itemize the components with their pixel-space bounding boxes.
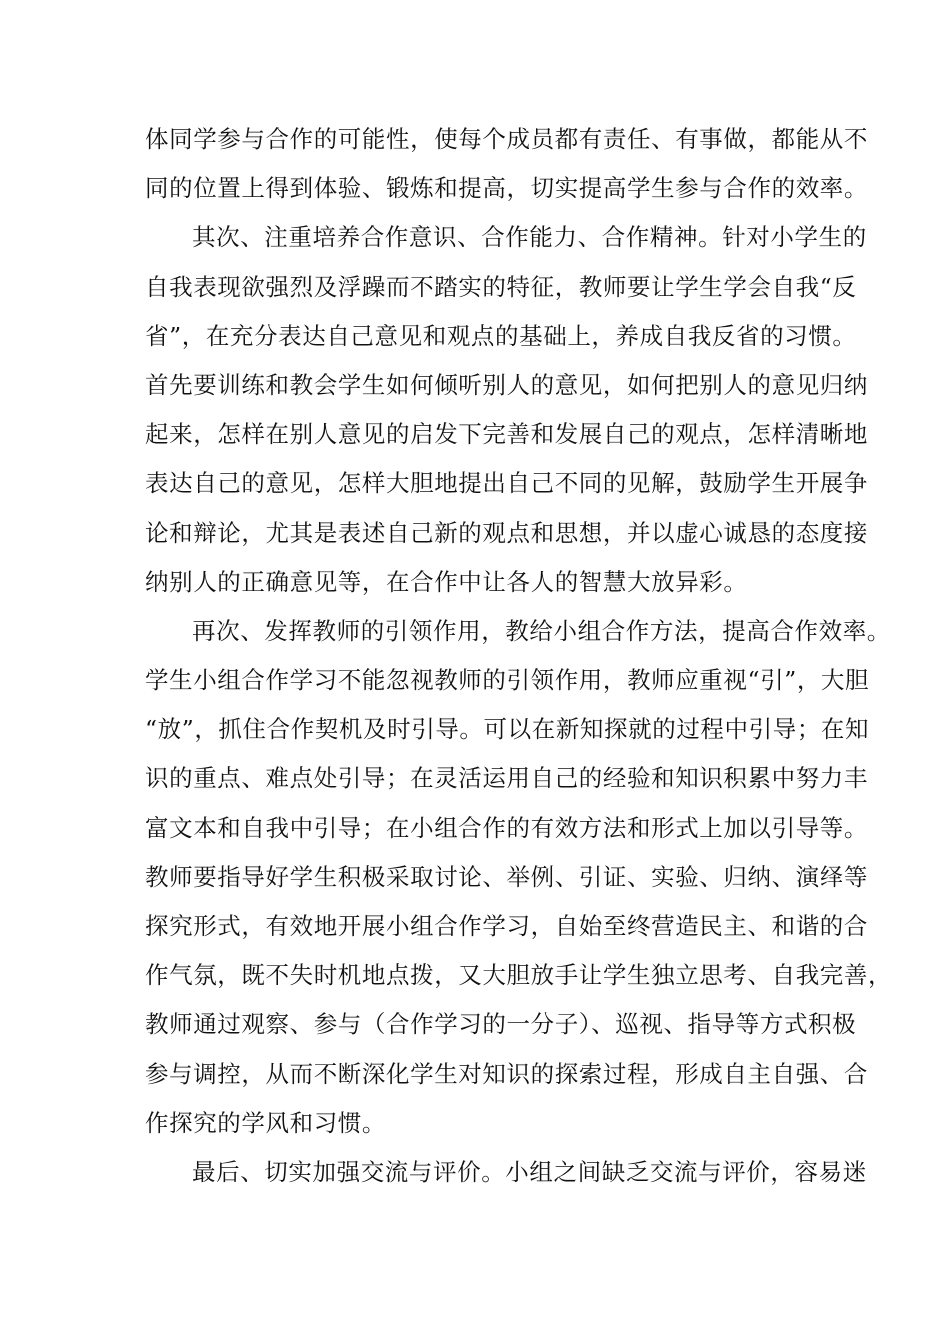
- body-text: [145, 115, 893, 1197]
- text-line: 教师通过观察、参与（合作学习的一分子）、巡视、指导等方式积极: [145, 1010, 857, 1039]
- text-line: 参与调控，从而不断深化学生对知识的探索过程，形成自主自强、合: [145, 1059, 868, 1088]
- text-line: 起来，怎样在别人意见的启发下完善和发展自己的观点，怎样清晰地: [145, 420, 868, 449]
- text-line: 表达自己的意见，怎样大胆地提出自己不同的见解，鼓励学生开展争: [145, 469, 868, 498]
- text-line: 体同学参与合作的可能性，使每个成员都有责任、有事做，都能从不: [145, 125, 868, 153]
- text-line: 纳别人的正确意见等，在合作中让各人的智慧大放异彩。: [145, 567, 748, 596]
- text-line: 识的重点、难点处引导；在灵活运用自己的经验和知识积累中努力丰: [145, 764, 868, 793]
- text-line: 作探究的学风和习惯。: [145, 1108, 386, 1137]
- text-line: 作气氛，既不失时机地点拨，又大胆放手让学生独立思考、自我完善，: [145, 961, 893, 990]
- text-line: 同的位置上得到体验、锻炼和提高，切实提高学生参与合作的效率。: [145, 174, 868, 203]
- text-line: 探究形式，有效地开展小组合作学习，自始至终营造民主、和谐的合: [145, 912, 868, 940]
- text-line: 首先要训练和教会学生如何倾听别人的意见，如何把别人的意见归纳: [145, 370, 868, 399]
- text-line: 富文本和自我中引导；在小组合作的有效方法和形式上加以引导等。: [145, 813, 868, 842]
- text-line: 省”，在充分表达自己意见和观点的基础上，养成自我反省的习惯。: [145, 321, 857, 350]
- text-line: 其次、注重培养合作意识、合作能力、合作精神。针对小学生的: [192, 223, 867, 252]
- text-line: 最后、切实加强交流与评价。小组之间缺乏交流与评价，容易迷: [192, 1157, 867, 1186]
- text-line: 教师要指导好学生积极采取讨论、举例、引证、实验、归纳、演绎等: [145, 862, 868, 891]
- text-line: 自我表现欲强烈及浮躁而不踏实的特征，教师要让学生学会自我“反: [145, 272, 857, 301]
- text-line: 学生小组合作学习不能忽视教师的引领作用，教师应重视“引”，大胆: [145, 666, 870, 695]
- text-line: “放”，抓住合作契机及时引导。可以在新知探就的过程中引导；在知: [145, 715, 870, 744]
- text-line: 再次、发挥教师的引领作用，教给小组合作方法，提高合作效率。: [192, 616, 891, 645]
- text-line: 论和辩论，尤其是表述自己新的观点和思想，并以虚心诚恳的态度接: [145, 518, 868, 547]
